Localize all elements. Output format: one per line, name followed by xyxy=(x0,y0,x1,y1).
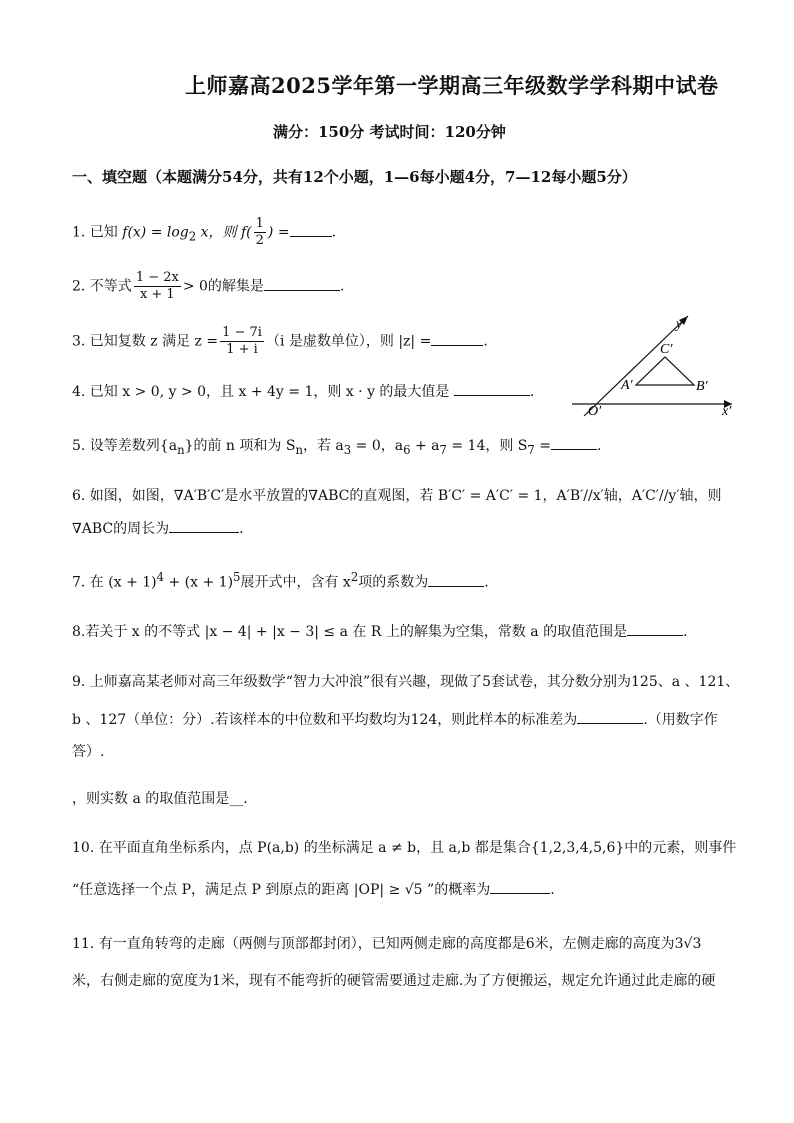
section-heading: 一、填空题（本题满分54分，共有12个小题，1—6每小题4分，7—12每小题5分） xyxy=(72,168,637,186)
question-4: 4. 已知 x > 0, y > 0，且 x + 4y = 1，则 x · y 的最大值是 . xyxy=(72,381,534,402)
c-label: C′ xyxy=(660,342,673,357)
x-label: x′ xyxy=(722,404,732,417)
answer-blank[interactable] xyxy=(454,381,530,396)
o-label: O′ xyxy=(588,404,602,417)
triangle xyxy=(636,357,694,385)
answer-blank[interactable] xyxy=(551,435,597,450)
answer-blank[interactable] xyxy=(264,276,340,291)
question-6-line2: ∇ABC的周长为 . xyxy=(72,518,244,539)
question-9-line2: b 、127（单位：分）.若该样本的中位数和平均数均为124，则此样本的标准差为 .（用数字作 xyxy=(72,709,718,730)
question-11-line2: 米，右侧走廊的宽度为1米，现有不能弯折的硬管需要通过走廊.为了方便搬运，规定允许通过此走廊的硬 xyxy=(72,973,716,989)
question-7: 7. 在 $(x + 1)^4 + (x + 1)^5$展开式中，含有 $x^2$项的系数为 . xyxy=(72,570,489,591)
b-label: B′ xyxy=(696,379,708,394)
answer-blank[interactable] xyxy=(577,709,643,724)
y-label: y′ xyxy=(676,317,686,332)
question-6-line1: 6. 如图，如图，∇A′B′C′是水平放置的∇ABC的直观图，若 B′C′ = A′C′ = 1，A′B′//x′轴，A′C′//y′轴，则 xyxy=(72,488,722,504)
answer-blank[interactable] xyxy=(169,518,239,533)
y-axis xyxy=(584,316,688,416)
exam-subtitle: 满分：150分 考试时间：120分钟 xyxy=(273,123,506,141)
question-9-line1: 9. 上师嘉高某老师对高三年级数学“智力大冲浪”很有兴趣，现做了5套试卷，其分数分别为125、a 、121、 xyxy=(72,674,740,690)
answer-blank[interactable] xyxy=(627,621,683,636)
question-5: 5. 设等差数列$\{a_n\}$的前 n 项和为 $S_n$，若 $a_3 = 0$，$a_6 + a_7 = 14$，则 $S_7$ = . xyxy=(72,435,601,460)
exam-title: 上师嘉高2025学年第一学期高三年级数学学科期中试卷 xyxy=(185,73,719,98)
question-9-line3: 答）. xyxy=(72,744,105,760)
answer-blank[interactable] xyxy=(428,572,484,587)
question-2: 2. 不等式 $\frac{1 - 2x}{x + 1}$ > 0的解集是 . xyxy=(72,270,345,302)
answer-blank[interactable] xyxy=(490,879,550,894)
a-label: A′ xyxy=(621,378,633,393)
question-10-line1: 10. 在平面直角坐标系内，点 P(a,b) 的坐标满足 a ≠ b，且 a,b 都是集合{1,2,3,4,5,6}中的元素，则事件 xyxy=(72,840,737,856)
question-3: 3. 已知复数 z 满足 z = $\frac{1 - 7i}{1 + i}$ （i 是虚数单位），则 |z| = . xyxy=(72,325,488,357)
oblique-triangle-figure xyxy=(570,312,740,417)
question-11-line1: 11. 有一直角转弯的走廊（两侧与顶部都封闭），已知两侧走廊的高度都是6米，左侧走廊的高度为3√3 xyxy=(72,936,702,952)
answer-blank[interactable] xyxy=(431,331,483,346)
question-8: 8.若关于 x 的不等式 |x − 4| + |x − 3| ≤ a 在 R 上的解集为空集，常数 a 的取值范围是 . xyxy=(72,621,688,642)
answer-blank[interactable] xyxy=(290,222,332,237)
question-10-line2: “任意选择一个点 P，满足点 P 到原点的距离 |OP| ≥ √5 ”的概率为 . xyxy=(72,879,555,900)
question-9-line4: ，则实数 a 的取值范围是__. xyxy=(72,791,248,807)
question-1: 1. 已知 $f(x) = \log_2 x$，则 f( $\frac{1}{2}$ ) = . xyxy=(72,216,337,248)
